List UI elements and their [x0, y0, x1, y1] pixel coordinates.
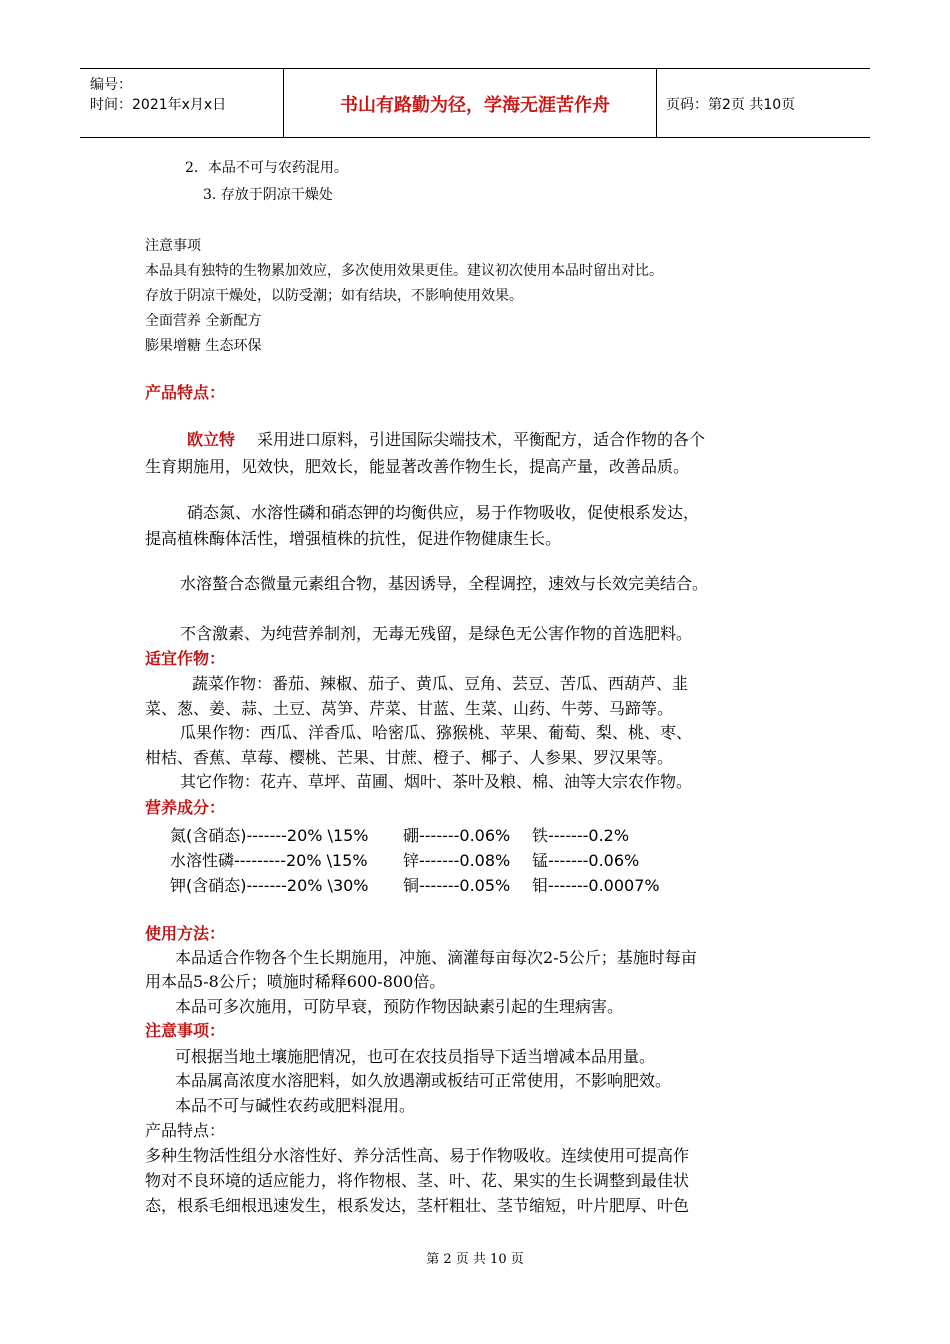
- header-motto: 书山有路勤为径，学海无涯苦作舟: [340, 95, 610, 116]
- features-line: 硝态氮、水溶性磷和硝态钾的均衡供应，易于作物吸收，促使根系发达，: [187, 503, 700, 522]
- section-heading-nutrients: 营养成分：: [145, 798, 226, 817]
- features2-line: 态，根系毛细根迅速发生，根系发达，茎杆粗壮、茎节缩短，叶片肥厚、叶色: [145, 1196, 690, 1215]
- nutrient-cell: 锰-------0.06%: [532, 851, 640, 870]
- nutrient-cell: 钾(含硝态)-------20% \30%: [170, 876, 369, 895]
- crops-line: 其它作物：花卉、草坪、苗圃、烟叶、茶叶及粮、棉、油等大宗农作物。: [180, 772, 693, 791]
- crops-line: 蔬菜作物：番茄、辣椒、茄子、黄瓜、豆角、芸豆、苦瓜、西葫芦、韭: [192, 674, 689, 693]
- features-line: 水溶螯合态微量元素组合物，基因诱导，全程调控，速效与长效完美结合。: [180, 574, 709, 593]
- features2-line: 多种生物活性组分水溶性好、养分活性高、易于作物吸收。连续使用可提高作: [145, 1146, 690, 1165]
- notes-line: 存放于阴凉干燥处，以防受潮；如有结块，不影响使用效果。: [145, 288, 523, 304]
- section-heading-cautions: 注意事项：: [145, 1021, 226, 1040]
- section-heading-usage: 使用方法：: [145, 924, 226, 943]
- nutrient-cell: 铁-------0.2%: [532, 826, 630, 845]
- page-footer: 第 2 页 共 10 页: [426, 1252, 524, 1267]
- time-label: 时间：2021年x月x日: [90, 97, 227, 113]
- usage-line: 本品适合作物各个生长期施用，冲施、滴灌每亩每次2-5公斤；基施时每亩: [175, 948, 697, 967]
- features-line: 提高植株酶体活性，增强植株的抗性，促进作物健康生长。: [145, 529, 562, 548]
- section-heading-crops: 适宜作物：: [145, 649, 226, 668]
- number-label: 编号：: [90, 77, 132, 93]
- page-info: 页码：第2页 共10页: [666, 97, 796, 113]
- crops-line: 菜、葱、姜、蒜、土豆、莴笋、芹菜、甘蓝、生菜、山药、牛蒡、马蹄等。: [145, 699, 674, 718]
- nutrient-cell: 水溶性磷---------20% \15%: [170, 851, 368, 870]
- cautions-line: 可根据当地土壤施肥情况，也可在农技员指导下适当增减本品用量。: [175, 1047, 656, 1066]
- features-line: 不含激素、为纯营养制剂，无毒无残留，是绿色无公害作物的首选肥料。: [180, 624, 693, 643]
- cautions-line: 本品属高浓度水溶肥料，如久放遇潮或板结可正常使用，不影响肥效。: [175, 1071, 672, 1090]
- nutrient-cell: 氮(含硝态)-------20% \15%: [170, 826, 369, 845]
- crops-line: 瓜果作物：西瓜、洋香瓜、哈密瓜、猕猴桃、苹果、葡萄、梨、桃、枣、: [180, 723, 693, 742]
- usage-item: 2．本品不可与农药混用。: [185, 160, 348, 176]
- features-p1: 采用进口原料，引进国际尖端技术，平衡配方，适合作物的各个: [257, 430, 706, 449]
- usage-line: 本品可多次施用，可防早衰，预防作物因缺素引起的生理病害。: [175, 997, 624, 1016]
- brand-name: 欧立特: [187, 430, 236, 449]
- notes-line: 全面营养 全新配方: [145, 313, 262, 329]
- usage-line: 用本品5-8公斤；喷施时稀释600-800倍。: [145, 972, 446, 991]
- header-divider: [283, 69, 284, 137]
- features2-line: 物对不良环境的适应能力，将作物根、茎、叶、花、果实的生长调整到最佳状: [145, 1171, 690, 1190]
- nutrient-cell: 钼-------0.0007%: [532, 876, 660, 895]
- nutrient-cell: 铜-------0.05%: [403, 876, 511, 895]
- cautions-line: 本品不可与碱性农药或肥料混用。: [175, 1096, 416, 1115]
- page-header: [80, 68, 870, 138]
- notes-title: 注意事项: [145, 238, 201, 254]
- features-paragraph: [187, 429, 705, 451]
- features2-heading: 产品特点：: [145, 1121, 226, 1140]
- crops-line: 柑桔、香蕉、草莓、樱桃、芒果、甘蔗、橙子、椰子、人参果、罗汉果等。: [145, 748, 674, 767]
- header-meta: [90, 75, 226, 115]
- section-heading-features: 产品特点：: [145, 383, 226, 402]
- usage-item: 3. 存放于阴凉干燥处: [203, 187, 333, 203]
- notes-line: 膨果增糖 生态环保: [145, 338, 262, 354]
- nutrient-cell: 锌-------0.08%: [403, 851, 511, 870]
- features-line: 生育期施用，见效快，肥效长，能显著改善作物生长，提高产量，改善品质。: [145, 457, 690, 476]
- nutrient-cell: 硼-------0.06%: [403, 826, 511, 845]
- notes-line: 本品具有独特的生物累加效应，多次使用效果更佳。建议初次使用本品时留出对比。: [145, 263, 663, 279]
